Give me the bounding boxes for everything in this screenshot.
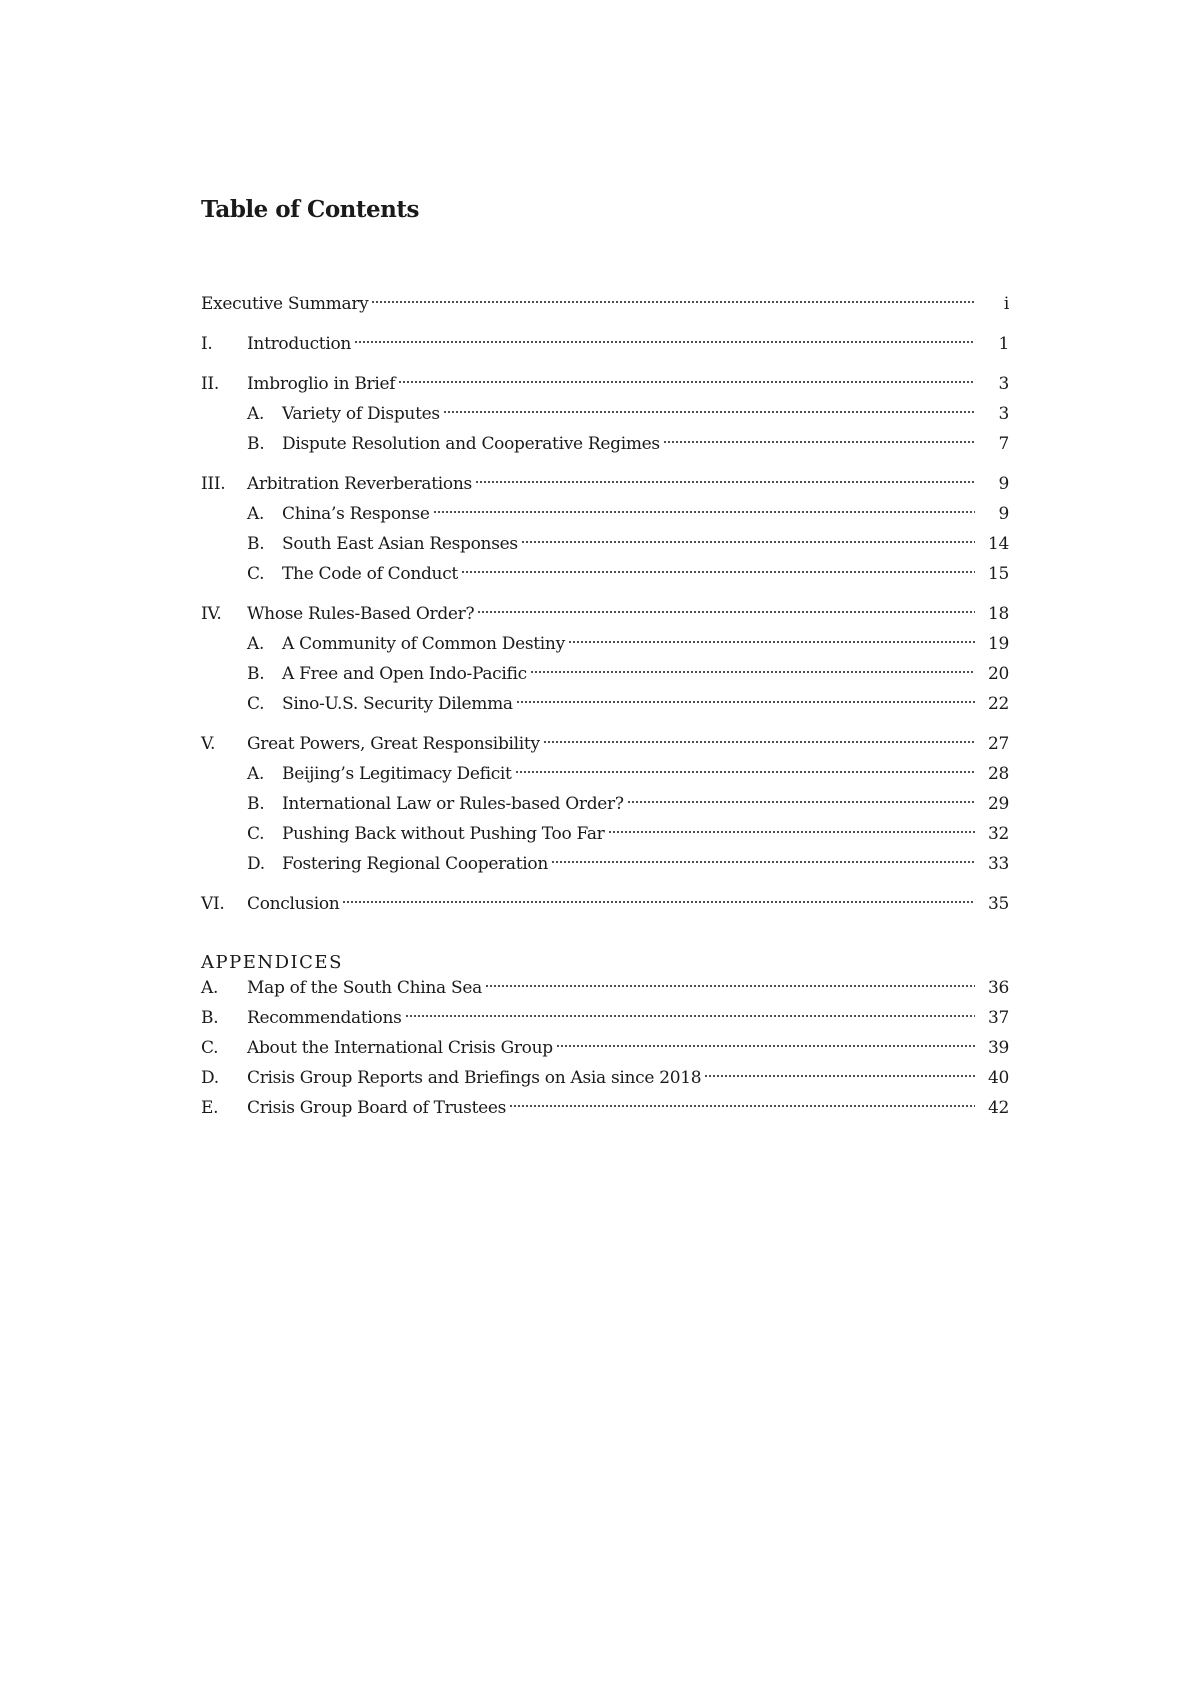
toc-page-number: 3	[998, 404, 1009, 424]
toc-entry-label: Introduction	[247, 334, 352, 354]
toc-appendix-letter: D.	[201, 1068, 219, 1088]
toc-entry-label: Crisis Group Reports and Briefings on Asia since 2018	[247, 1068, 702, 1088]
dot-leader	[433, 509, 975, 515]
toc-entry-label: Dispute Resolution and Cooperative Regimes	[282, 434, 660, 454]
toc-entry-label: Sino-U.S. Security Dilemma	[282, 694, 513, 714]
toc-section-number: V.	[201, 734, 216, 754]
toc-page-number: 19	[987, 634, 1009, 654]
toc-page-number: 35	[987, 894, 1009, 914]
toc-subsection-letter: D.	[247, 854, 265, 874]
toc-entry-subsection[interactable]	[201, 694, 1009, 724]
table-of-contents	[201, 294, 1009, 1128]
dot-leader	[704, 1073, 975, 1079]
toc-subsection-letter: C.	[247, 824, 265, 844]
dot-leader	[477, 609, 975, 615]
dot-leader	[530, 669, 975, 675]
toc-section-number: III.	[201, 474, 226, 494]
toc-page-number: 14	[987, 534, 1009, 554]
toc-entry-label: Fostering Regional Cooperation	[282, 854, 548, 874]
dot-leader	[475, 479, 975, 485]
toc-section-number: II.	[201, 374, 219, 394]
dot-leader	[551, 859, 975, 865]
toc-entry-subsection[interactable]	[201, 764, 1009, 794]
toc-entry-subsection[interactable]	[201, 404, 1009, 434]
toc-entry-section[interactable]	[201, 374, 1009, 404]
toc-appendix-letter: A.	[201, 978, 219, 998]
toc-appendix-letter: B.	[201, 1008, 219, 1028]
toc-page-number: 37	[987, 1008, 1009, 1028]
toc-entry-appendix[interactable]	[201, 1038, 1009, 1068]
dot-leader	[461, 569, 975, 575]
toc-appendix-letter: C.	[201, 1038, 219, 1058]
toc-entry-label: Executive Summary	[201, 294, 369, 314]
toc-entry-subsection[interactable]	[201, 434, 1009, 464]
dot-leader	[405, 1013, 975, 1019]
toc-entry-label: Crisis Group Board of Trustees	[247, 1098, 507, 1118]
toc-entry-label: Recommendations	[247, 1008, 402, 1028]
dot-leader	[443, 409, 975, 415]
toc-entry-label: A Free and Open Indo-Pacific	[282, 664, 527, 684]
dot-leader	[342, 899, 975, 905]
toc-entry-label: China’s Response	[282, 504, 430, 524]
toc-entry-subsection[interactable]	[201, 504, 1009, 534]
toc-entry-label: A Community of Common Destiny	[282, 634, 565, 654]
toc-entry-subsection[interactable]	[201, 534, 1009, 564]
toc-entry-label: Arbitration Reverberations	[247, 474, 472, 494]
toc-page-number: 3	[998, 374, 1009, 394]
dot-leader	[509, 1103, 975, 1109]
toc-entry-label: Map of the South China Sea	[247, 978, 482, 998]
toc-entry-label: Variety of Disputes	[282, 404, 440, 424]
toc-page-number: 15	[987, 564, 1009, 584]
toc-subsection-letter: B.	[247, 534, 265, 554]
toc-entry-appendix[interactable]	[201, 978, 1009, 1008]
toc-page-number: 40	[987, 1068, 1009, 1088]
toc-entry-label: Pushing Back without Pushing Too Far	[282, 824, 605, 844]
toc-page-number: i	[1003, 294, 1009, 314]
toc-entry-label: South East Asian Responses	[282, 534, 518, 554]
toc-section-number: VI.	[201, 894, 225, 914]
toc-entry-section[interactable]	[201, 604, 1009, 634]
toc-page-number: 18	[987, 604, 1009, 624]
toc-entry-subsection[interactable]	[201, 854, 1009, 884]
dot-leader	[398, 379, 975, 385]
dot-leader	[568, 639, 975, 645]
toc-entry-label: Imbroglio in Brief	[247, 374, 396, 394]
toc-subsection-letter: A.	[247, 504, 265, 524]
toc-subsection-letter: B.	[247, 794, 265, 814]
dot-leader	[371, 299, 975, 305]
toc-entry-subsection[interactable]	[201, 634, 1009, 664]
toc-section-number: IV.	[201, 604, 222, 624]
toc-entry-label: Conclusion	[247, 894, 340, 914]
toc-subsection-letter: B.	[247, 434, 265, 454]
toc-entry-label: Whose Rules-Based Order?	[247, 604, 475, 624]
toc-entry-subsection[interactable]	[201, 664, 1009, 694]
toc-page-number: 27	[987, 734, 1009, 754]
toc-subsection-letter: C.	[247, 694, 265, 714]
toc-page-number: 33	[987, 854, 1009, 874]
dot-leader	[354, 339, 975, 345]
toc-page-number: 29	[987, 794, 1009, 814]
dot-leader	[608, 829, 975, 835]
toc-page-number: 39	[987, 1038, 1009, 1058]
toc-subsection-letter: C.	[247, 564, 265, 584]
toc-entry-appendix[interactable]	[201, 1068, 1009, 1098]
toc-entry-subsection[interactable]	[201, 824, 1009, 854]
toc-page-number: 7	[998, 434, 1009, 454]
toc-subsection-letter: A.	[247, 634, 265, 654]
toc-entry-section[interactable]	[201, 334, 1009, 364]
toc-subsection-letter: A.	[247, 404, 265, 424]
toc-entry-executive-summary[interactable]	[201, 294, 1009, 324]
toc-subsection-letter: A.	[247, 764, 265, 784]
dot-leader	[485, 983, 975, 989]
toc-page-number: 36	[987, 978, 1009, 998]
toc-page-number: 9	[998, 474, 1009, 494]
dot-leader	[663, 439, 975, 445]
toc-entry-appendix[interactable]	[201, 1008, 1009, 1038]
toc-page-number: 22	[987, 694, 1009, 714]
toc-entry-section[interactable]	[201, 894, 1009, 924]
dot-leader	[515, 769, 975, 775]
appendices-heading: APPENDICES	[201, 952, 343, 973]
toc-entry-label: About the International Crisis Group	[247, 1038, 553, 1058]
toc-entry-appendix[interactable]	[201, 1098, 1009, 1128]
toc-entry-subsection[interactable]	[201, 564, 1009, 594]
toc-page-number: 9	[998, 504, 1009, 524]
dot-leader	[516, 699, 975, 705]
dot-leader	[627, 799, 975, 805]
toc-entry-label: Beijing’s Legitimacy Deficit	[282, 764, 512, 784]
toc-subsection-letter: B.	[247, 664, 265, 684]
dot-leader	[521, 539, 975, 545]
toc-entry-label: Great Powers, Great Responsibility	[247, 734, 540, 754]
toc-entry-section[interactable]	[201, 734, 1009, 764]
toc-appendix-letter: E.	[201, 1098, 219, 1118]
dot-leader	[556, 1043, 975, 1049]
toc-page-number: 28	[987, 764, 1009, 784]
toc-entry-section[interactable]	[201, 474, 1009, 504]
toc-page-number: 1	[998, 334, 1009, 354]
toc-page-number: 42	[987, 1098, 1009, 1118]
toc-entry-label: International Law or Rules-based Order?	[282, 794, 624, 814]
toc-page-number: 32	[987, 824, 1009, 844]
toc-entry-subsection[interactable]	[201, 794, 1009, 824]
toc-page-number: 20	[987, 664, 1009, 684]
dot-leader	[543, 739, 975, 745]
page-title: Table of Contents	[201, 196, 419, 223]
toc-entry-label: The Code of Conduct	[282, 564, 458, 584]
toc-section-number: I.	[201, 334, 213, 354]
